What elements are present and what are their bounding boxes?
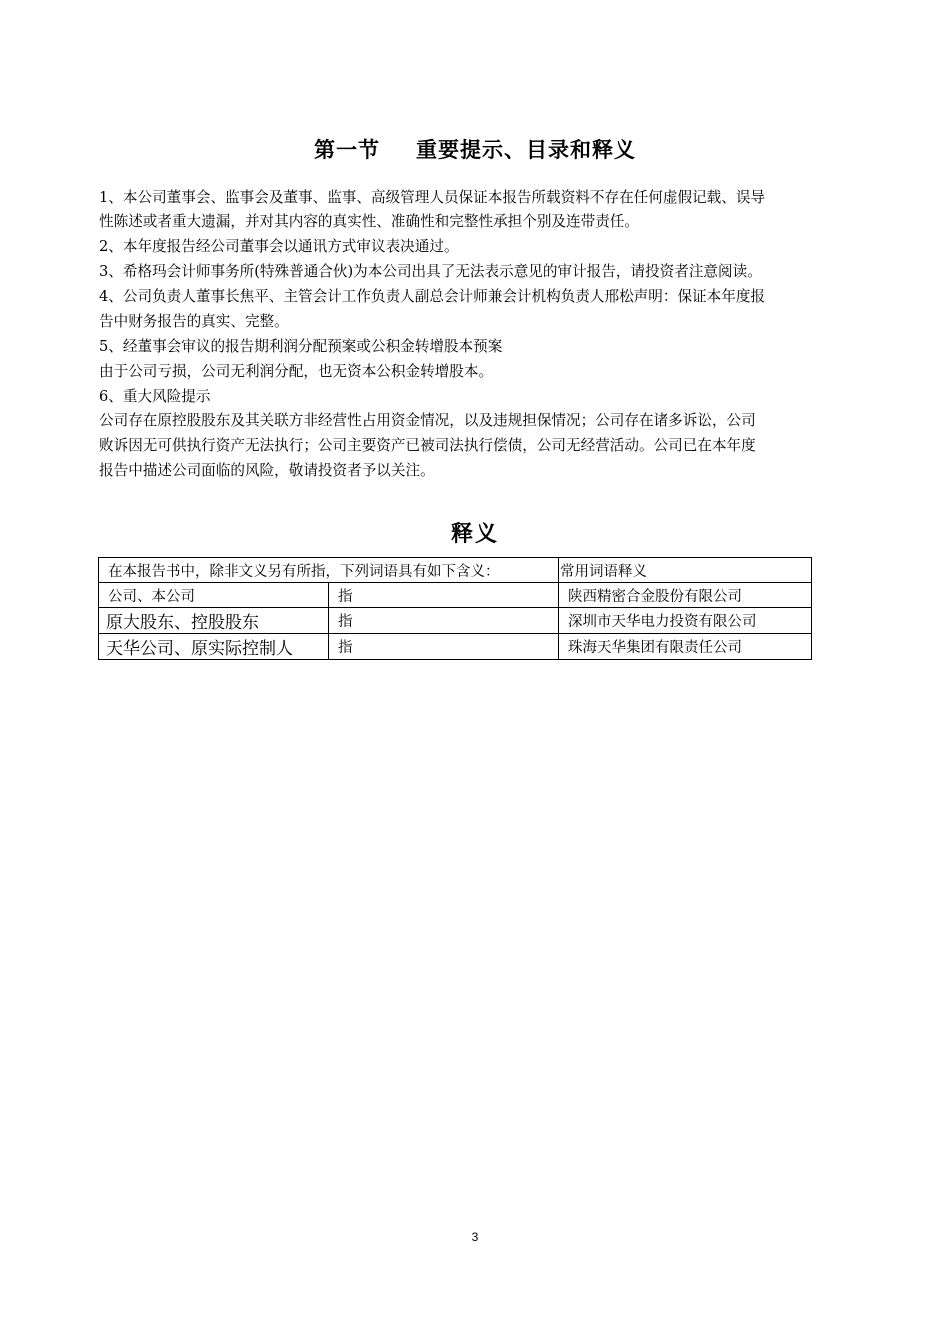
notice-line: 报告中描述公司面临的风险，敬请投资者予以关注。 — [99, 462, 435, 479]
ref-cell: 指 — [329, 634, 559, 660]
table-row — [99, 608, 812, 634]
table-row — [99, 634, 812, 660]
notice-line: 5、经董事会审议的报告期利润分配预案或公积金转增股本预案 — [99, 338, 503, 355]
table-header-row — [99, 558, 812, 583]
table-header-right-cell: 常用词语释义 — [559, 558, 812, 583]
meaning-cell: 珠海天华集团有限责任公司 — [559, 634, 812, 660]
table-intro-cell: 在本报告书中，除非文义另有所指，下列词语具有如下含义： — [99, 558, 559, 583]
page-number: 3 — [471, 1230, 479, 1244]
notice-line: 由于公司亏损，公司无利润分配，也无资本公积金转增股本。 — [99, 363, 494, 380]
ref-cell: 指 — [329, 608, 559, 634]
term-cell: 天华公司、原实际控制人 — [99, 634, 329, 660]
notice-line: 告中财务报告的真实、完整。 — [99, 313, 289, 330]
notice-line: 2、本年度报告经公司董事会以通讯方式审议表决通过。 — [99, 238, 459, 255]
notice-line: 6、重大风险提示 — [99, 388, 211, 405]
notice-line: 性陈述或者重大遗漏，并对其内容的真实性、准确性和完整性承担个别及连带责任。 — [99, 213, 639, 230]
ref-cell: 指 — [329, 583, 559, 608]
section-number: 第一节 — [314, 138, 380, 162]
notice-line: 公司存在原控股股东及其关联方非经营性占用资金情况，以及违规担保情况；公司存在诸多诉讼，公司 — [99, 412, 756, 429]
term-cell: 原大股东、控股股东 — [99, 608, 329, 634]
term-cell: 公司、本公司 — [99, 583, 329, 608]
section-title: 重要提示、目录和释义 — [416, 138, 636, 162]
definitions-title: 释义 — [450, 522, 499, 547]
definitions-table — [98, 557, 812, 660]
notice-line: 1、本公司董事会、监事会及董事、监事、高级管理人员保证本报告所载资料不存在任何虚假记载、误导 — [99, 189, 766, 206]
notice-line: 4、公司负责人董事长焦平、主管会计工作负责人副总会计师兼会计机构负责人邢松声明：保证本年度报 — [99, 288, 766, 305]
notice-line: 3、希格玛会计师事务所(特殊普通合伙)为本公司出具了无法表示意见的审计报告，请投资者注意阅读。 — [99, 263, 762, 280]
notice-line: 败诉因无可供执行资产无法执行；公司主要资产已被司法执行偿债，公司无经营活动。公司已在本年度 — [99, 437, 756, 454]
meaning-cell: 深圳市天华电力投资有限公司 — [559, 608, 812, 634]
section-heading — [0, 134, 950, 164]
meaning-cell: 陕西精密合金股份有限公司 — [559, 583, 812, 608]
table-row — [99, 583, 812, 608]
